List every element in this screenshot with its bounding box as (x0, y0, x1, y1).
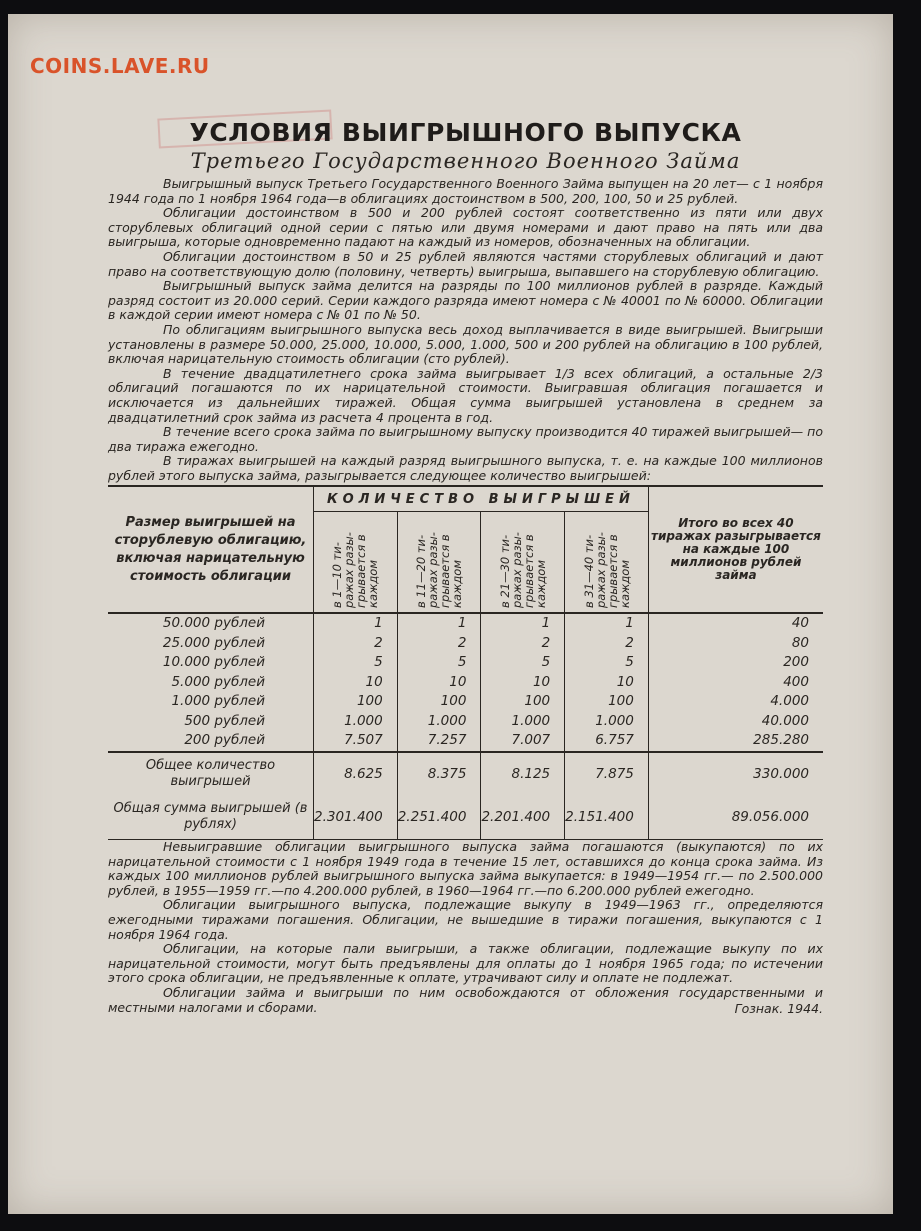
table-cell: 1.000 (314, 712, 398, 732)
table-cell: 10 (481, 673, 565, 693)
prize-size-label: 200 рублей (184, 732, 265, 749)
paragraph: Выигрышный выпуск Третьего Государственного Военного Займа выпущен на 20 лет— с 1 ноября 1944 года по 1 ноября 1964 года—в облигациях достоинством в 500, 200, 100, 50 и 25 рублей. (108, 176, 823, 206)
table-cell: 5 (565, 653, 649, 673)
total-column-header: Итого во всех 40 тиражах разыгрывается на каждые 100 миллионов рублей займа (648, 486, 823, 613)
prize-size-label: 50.000 рублей (162, 615, 265, 632)
table-cell: 1.000 (397, 712, 481, 732)
table-cell: 1.000 (565, 712, 649, 732)
table-cell: 80 (648, 634, 823, 654)
table-cell: 5 (481, 653, 565, 673)
paragraph: Облигации займа и выигрыши по ним освобождаются от обложения государственными и местными налогами и сборами. (108, 984, 823, 1015)
table-cell: 7.875 (565, 752, 649, 795)
table-cell: 2.251.400 (397, 795, 481, 839)
table-cell: 6.757 (565, 731, 649, 752)
table-row (108, 712, 823, 732)
table-cell: 100 (565, 692, 649, 712)
table-cell: 10 (397, 673, 481, 693)
table-cell: 100 (397, 692, 481, 712)
total-sum-row (108, 795, 823, 839)
draw-column-header: в 11—20 ти- ражах разы- грывается в каждом (397, 512, 481, 614)
size-column-header: Размер выигрышей на сторублевую облигацию, включая нарицательную стоимость облигации (108, 486, 314, 613)
table-cell: 7.257 (397, 731, 481, 752)
table-cell: 2 (481, 634, 565, 654)
table-cell: 8.375 (397, 752, 481, 795)
paragraph: В тиражах выигрышей на каждый разряд выигрышного выпуска, т. е. на каждые 100 миллионов рублей этого выпуска займа, разыгрывается следующее количество выигрышей: (108, 453, 823, 483)
prize-size-label: 1.000 рублей (171, 693, 265, 710)
intro-paragraphs (108, 177, 823, 483)
table-cell: 4.000 (648, 692, 823, 712)
winnings-rows (108, 613, 823, 752)
table-cell: 7.007 (481, 731, 565, 752)
table-cell: 10 (314, 673, 398, 693)
draw-column-header: в 1—10 ти- ражах разы- грывается в каждом (314, 512, 398, 614)
table-cell: 200 (648, 653, 823, 673)
table-cell: 2.151.400 (565, 795, 649, 839)
closing-paragraphs (108, 839, 823, 1015)
table-cell: 2 (314, 634, 398, 654)
document-subtitle: Третьего Государственного Военного Займа (190, 149, 741, 173)
document-title: УСЛОВИЯ ВЫИГРЫШНОГО ВЫПУСКА (189, 118, 742, 147)
table-cell: 1.000 (481, 712, 565, 732)
prize-size-label: 25.000 рублей (162, 634, 265, 651)
table-cell: 5 (397, 653, 481, 673)
table-row (108, 731, 823, 752)
table-row (108, 653, 823, 673)
paragraph: Облигации достоинством в 50 и 25 рублей являются частями сторублевых облигаций и дают право на соответствующую долю (половину, четверть) выигрыша, выпавшего на сторублевую облигацию. (108, 248, 823, 279)
table-row (108, 613, 823, 634)
total-count-row (108, 752, 823, 795)
table-cell: 1 (481, 613, 565, 634)
table-row (108, 673, 823, 693)
prize-size-label: 10.000 рублей (162, 654, 265, 671)
draw-column-header: в 21—30 ти- ражах разы- грывается в каждом (481, 512, 565, 614)
table-cell: 7.507 (314, 731, 398, 752)
printer-signature: Гознак. 1944. (734, 1001, 823, 1017)
winnings-table (108, 485, 823, 839)
table-cell: 1 (397, 613, 481, 634)
table-cell: 8.125 (481, 752, 565, 795)
table-cell: 100 (314, 692, 398, 712)
table-cell: 40 (648, 613, 823, 634)
document-sheet (8, 14, 893, 1214)
paragraph: Невыигравшие облигации выигрышного выпуска займа погашаются (выкупаются) по их нарицательной стоимости с 1 ноября 1949 года в течение 15 лет, оставшихся до конца срока займа. Из каждых 100 миллионов рублей выигрышного выпуска займа выкупается: в 1949—1954 гг.— по 2.500.000 рублей, в 1955—1959 гг.—по 4.200.000 рублей, в 1960—1964 гг.—по 6.200.000 рублей ежегодно. (108, 838, 823, 898)
table-cell: 330.000 (648, 752, 823, 795)
table-cell: 1 (565, 613, 649, 634)
paragraph: Облигации, на которые пали выигрыши, а также облигации, подлежащие выкупу по их нарицательной стоимости, могут быть предъявлены для оплаты до 1 ноября 1965 года; по истечении этого срока облигации, не предъявленные к оплате, утрачивают силу и оплате не подлежат. (108, 941, 823, 986)
draw-column-header: в 31—40 ти- ражах разы- грывается в каждом (565, 512, 649, 614)
table-row (108, 692, 823, 712)
table-cell: 2.301.400 (314, 795, 398, 839)
total-sum-label: Общая сумма выигрышей (в рублях) (113, 800, 308, 832)
total-count-label: Общее количество выигрышей (108, 752, 314, 795)
document-content (108, 118, 823, 1016)
table-cell: 285.280 (648, 731, 823, 752)
table-cell: 2.201.400 (481, 795, 565, 839)
paragraph: По облигациям выигрышного выпуска весь доход выплачивается в виде выигрышей. Выигрыши установлены в размере 50.000, 25.000, 10.000, 5.000, 1.000, 500 и 200 рублей на облигацию в 100 рублей, включая нарицательную стоимость облигации (сто рублей). (108, 321, 823, 367)
count-group-header: КОЛИЧЕСТВО ВЫИГРЫШЕЙ (314, 486, 649, 512)
table-cell: 8.625 (314, 752, 398, 795)
table-cell: 10 (565, 673, 649, 693)
table-row (108, 634, 823, 654)
prize-size-label: 500 рублей (184, 712, 265, 729)
table-cell: 100 (481, 692, 565, 712)
table-cell: 5 (314, 653, 398, 673)
table-cell: 400 (648, 673, 823, 693)
paragraph: Облигации выигрышного выпуска, подлежащие выкупу в 1949—1963 гг., определяются ежегодными тиражами погашения. Облигации, не вышедшие в тиражи погашения, выкупаются с 1 ноября 1964 года. (108, 897, 823, 942)
paragraph: В течение всего срока займа по выигрышному выпуску производится 40 тиражей выигрышей— по два тиража ежегодно. (108, 424, 823, 454)
site-watermark: COINS.LAVE.RU (30, 54, 210, 78)
table-cell: 2 (565, 634, 649, 654)
table-cell: 2 (397, 634, 481, 654)
table-cell: 1 (314, 613, 398, 634)
table-cell: 40.000 (648, 712, 823, 732)
prize-size-label: 5.000 рублей (171, 673, 265, 690)
paragraph: Выигрышный выпуск займа делится на разряды по 100 миллионов рублей в разряде. Каждый разряд состоит из 20.000 серий. Серии каждого разряда имеют номера с № 40001 по № 60000. Облигации в каждой серии имеют номера с № 01 по № 50. (108, 278, 823, 323)
paragraph: Облигации достоинством в 500 и 200 рублей состоят соответственно из пяти или двух сторублевых облигаций одной серии с пятью или двумя номерами и дают право на пять или два выигрыша, которые одновременно падают на каждый из номеров, обозначенных на облигации. (108, 205, 823, 250)
paragraph: В течение двадцатилетнего срока займа выигрывает 1/3 всех облигаций, а остальные 2/3 облигаций погашаются по их нарицательной стоимости. Выигравшая облигация погашается и исключается из дальнейших тиражей. Общая сумма выигрышей установлена в среднем за двадцатилетний срок займа из расчета 4 процента в год. (108, 365, 823, 425)
table-cell: 89.056.000 (648, 795, 823, 839)
